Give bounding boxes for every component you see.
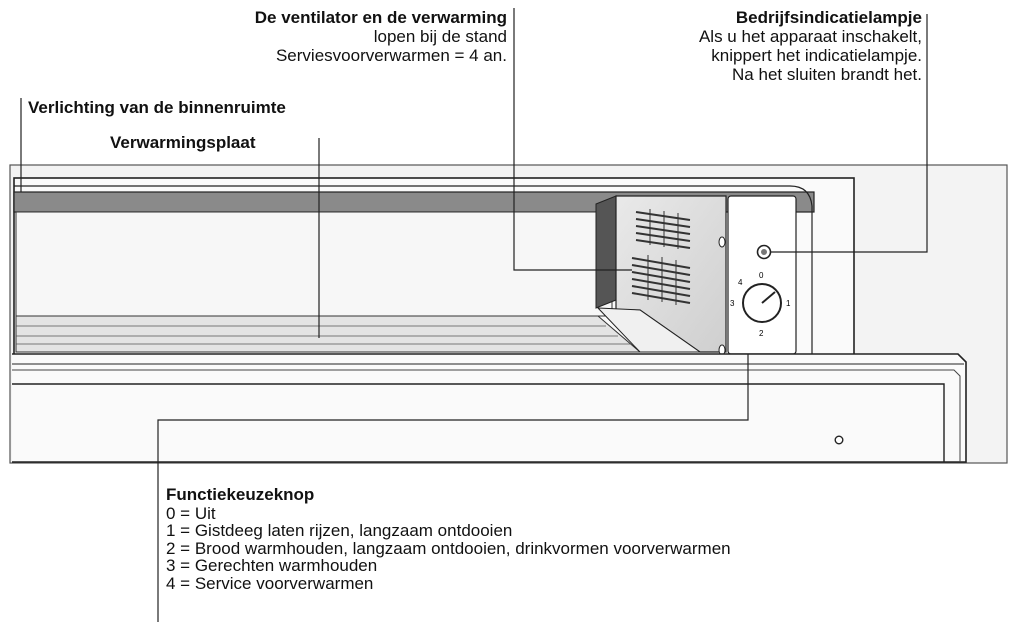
indicator-line2: knippert het indicatielampje. <box>711 46 922 65</box>
knob-mark-0: 0 <box>759 271 764 280</box>
fan-heating-label <box>255 8 507 65</box>
indicator-label <box>699 8 922 84</box>
indicator-title: Bedrijfsindicatielampje <box>735 8 922 27</box>
fan-heating-line2: Serviesvoorverwarmen = 4 an. <box>275 46 507 65</box>
drawer-interior <box>16 212 612 316</box>
knob-setting-0: 0 = Uit <box>166 503 216 523</box>
function-knob-title: Functiekeuzeknop <box>166 485 315 504</box>
knob-mark-3: 3 <box>730 299 735 308</box>
indicator-line3: Na het sluiten brandt het. <box>732 65 922 84</box>
heating-plate-label: Verwarmingsplaat <box>110 133 256 152</box>
inner-wall <box>596 196 616 308</box>
drawer-screw <box>835 436 843 444</box>
knob-mark-2: 2 <box>759 329 764 338</box>
knob-setting-2: 2 = Brood warmhouden, langzaam ontdooien, drinkvormen voorverwarmen <box>166 538 731 558</box>
knob-setting-1: 1 = Gistdeeg laten rijzen, langzaam ontdooien <box>166 521 513 540</box>
knob-setting-3: 3 = Gerechten warmhouden <box>166 556 378 575</box>
fan-heating-line1: lopen bij de stand <box>373 27 507 46</box>
knob-mark-4: 4 <box>738 278 743 287</box>
knob-setting-4: 4 = Service voorverwarmen <box>166 573 374 593</box>
function-knob-legend <box>166 486 731 592</box>
indicator-line1: Als u het apparaat inschakelt, <box>698 27 922 46</box>
lighting-label: Verlichting van de binnenruimte <box>28 98 286 117</box>
heating-plate-shape <box>16 316 640 352</box>
fan-heating-title: De ventilator en de verwarming <box>254 8 507 27</box>
knob-mark-1: 1 <box>786 299 791 308</box>
